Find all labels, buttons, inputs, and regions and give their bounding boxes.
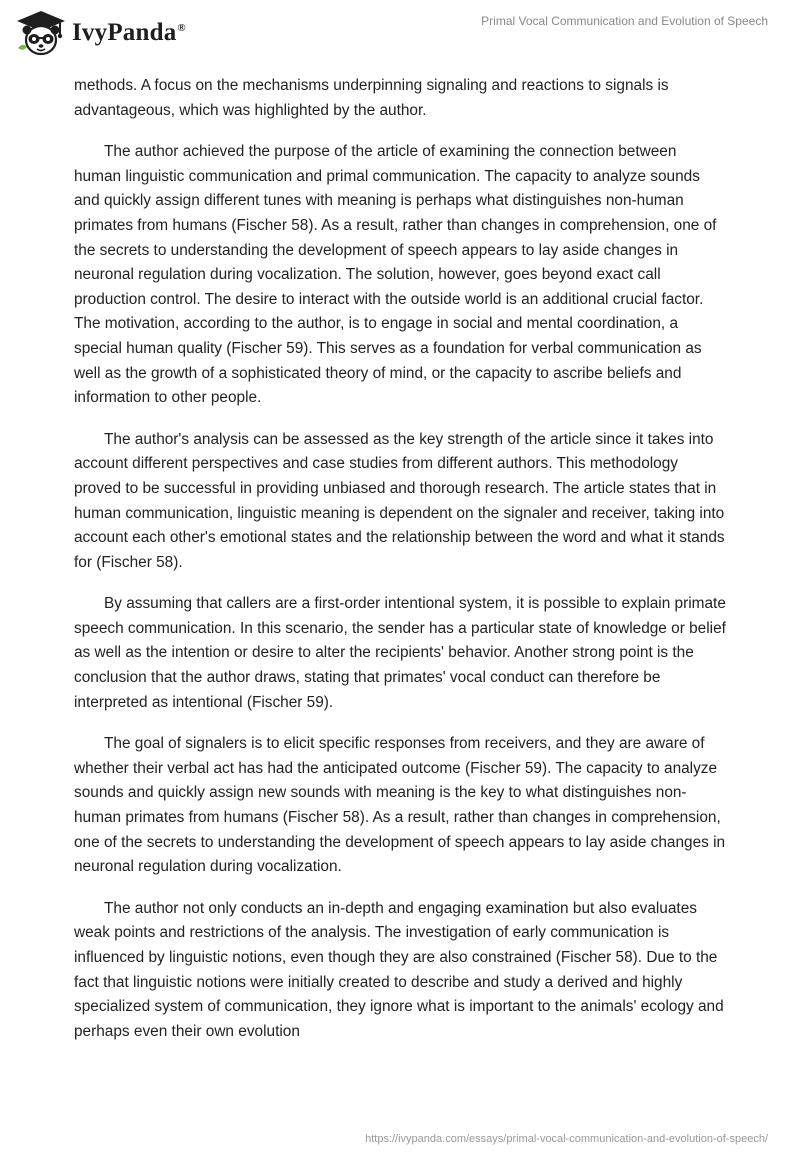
paragraph-1: methods. A focus on the mechanisms underpinning signaling and reactions to signals is advantageous, which was highlighted by the author. xyxy=(74,77,669,119)
paragraph-3: The author's analysis can be assessed as the key strength of the article since it takes into account different perspectives and case studies from different authors. This methodology proved to be successful in providing unbiased and thorough research. The article states that in human communication, linguistic meaning is dependent on the signaler and receiver, taking into account each other's emotional states and the relationship between the word and what it stands for (Fischer 58). xyxy=(74,430,725,571)
source-url[interactable]: https://ivypanda.com/essays/primal-vocal-communication-and-evolution-of-speech/ xyxy=(365,1133,768,1145)
essay-body xyxy=(74,74,726,1061)
document-title: Primal Vocal Communication and Evolution of Speech xyxy=(481,14,768,28)
paragraph-6: The author not only conducts an in-depth and engaging examination but also evaluates weak points and restrictions of the analysis. The investigation of early communication is influenced by linguistic notions, even though they are also constrained (Fischer 58). Due to the fact that linguistic notions were initially created to describe and study a derived and highly specialized system of communication, they ignore what is important to the animals' ecology and perhaps even their own evolution xyxy=(74,899,724,1040)
panda-graduate-icon xyxy=(14,8,68,58)
ivypanda-logo[interactable] xyxy=(14,8,186,58)
paragraph-4: By assuming that callers are a first-order intentional system, it is possible to explain primate speech communication. In this scenario, the sender has a particular state of knowledge or belief as well as the intention or desire to alter the recipients' behavior. Another strong point is the conclusion that the author draws, stating that primates' vocal conduct can therefore be interpreted as intentional (Fischer 59). xyxy=(74,595,726,711)
page-header xyxy=(0,0,800,64)
brand-name: IvyPanda® xyxy=(72,19,186,46)
paragraph-2: The author achieved the purpose of the article of examining the connection between human linguistic communication and primal communication. The capacity to analyze sounds and quickly assign different tunes with meaning is perhaps what distinguishes non-human primates from humans (Fischer 58). As a result, rather than changes in comprehension, one of the secrets to understanding the development of speech appears to lay aside changes in neuronal regulation during vocalization. The solution, however, goes beyond exact call production control. The desire to interact with the outside world is an additional crucial factor. The motivation, according to the author, is to engage in social and mental coordination, a special human quality (Fischer 59). This serves as a foundation for verbal communication as well as the growth of a sophisticated theory of mind, or the capacity to ascribe beliefs and information to other people. xyxy=(74,143,717,407)
paragraph-5: The goal of signalers is to elicit specific responses from receivers, and they are aware of whether their verbal act has had the anticipated outcome (Fischer 59). The capacity to analyze sounds and quickly assign new sounds with meaning is the key to what distinguishes non-human primates from humans (Fischer 58). As a result, rather than changes in comprehension, one of the secrets to understanding the development of speech appears to lay aside changes in neuronal regulation during vocalization. xyxy=(74,735,726,876)
